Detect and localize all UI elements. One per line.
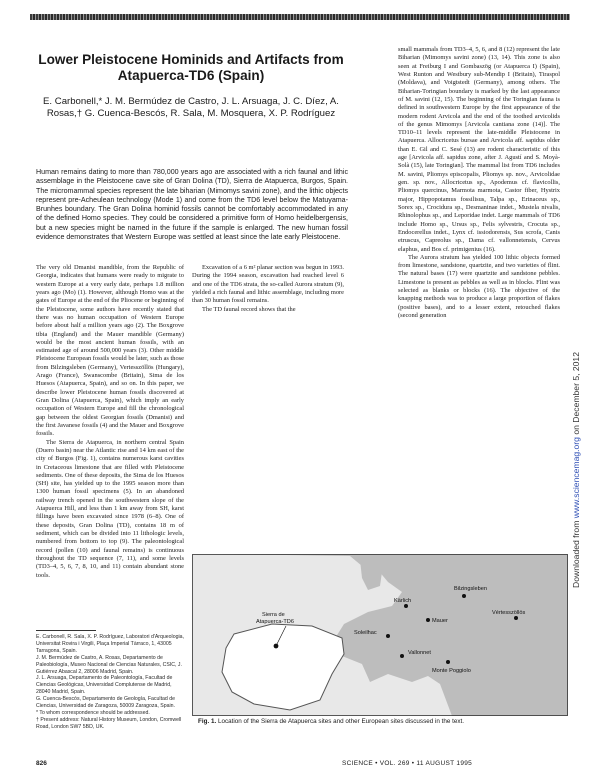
figure-caption-label: Fig. 1.	[198, 718, 217, 725]
footnote-item: † Present address: Natural History Museum, London, Cromwell Road, London SW7 5BD, UK.	[36, 716, 182, 730]
journal-header-band	[30, 14, 570, 20]
footnote-item: J. M. Bermúdez de Castro, A. Rosas, Departamento de Paleobiología, Museo Nacional de Ciencias Naturales, CSIC, J. Gutiérrez Abascal 2, 28006 Madrid, Spain.	[36, 654, 182, 675]
journal-citation: SCIENCE • VOL. 269 • 11 AUGUST 1995	[342, 760, 473, 767]
download-suffix: on December 5, 2012	[571, 352, 581, 438]
figure-caption-text: Location of the Sierra de Atapuerca sites and other European sites discussed in the text.	[216, 718, 465, 725]
footnote-item: J. L. Arsuaga, Departamento de Paleontología, Facultad de Ciencias Geológicas, Universidad Complutense de Madrid, 28040 Madrid, Spain.	[36, 675, 173, 696]
site-marker	[400, 654, 404, 658]
label-vallonnet: Vallonnet	[408, 650, 431, 656]
footnote-item: E. Carbonell, R. Sala, X. P. Rodríguez, Laboratori d'Arqueologia, Universitat Rovira i Virgili, Plaça Imperial Tàrraco, 1, 43005 Tarragona, Spain.	[36, 634, 184, 654]
body-paragraph	[36, 439, 184, 580]
site-marker	[404, 604, 408, 608]
sciencemag-link[interactable]: www.sciencemag.org	[571, 437, 581, 519]
body-paragraph	[192, 306, 344, 314]
body-paragraph-text: Excavation of a 6 m² planar section was begun in 1993. During the 1994 season, excavation had reached level 6 and one of the TD6 strata, the so-called Aurora stratum (9), yielded a rich faunal and lithic assemblage, including more than 30 human fossil remains.	[192, 264, 344, 305]
footnote-item: G. Cuenca-Bescós, Departamento de Geología, Facultad de Ciencias, Universidad de Zaragoza, 50009 Zaragoza, Spain.	[36, 696, 175, 710]
figure-caption	[198, 718, 568, 726]
europe-site-map	[192, 554, 568, 716]
label-vertesszollos: Vértesszöllös	[492, 610, 526, 616]
label-mauer: Mauer	[432, 618, 448, 624]
body-paragraph	[192, 264, 344, 306]
body-column-3	[398, 46, 560, 320]
footnote-item: * To whom correspondence should be addressed.	[36, 709, 150, 716]
article-title: Lower Pleistocene Hominids and Artifacts from Atapuerca-TD6 (Spain)	[38, 52, 344, 83]
body-paragraph-text: The Aurora stratum has yielded 100 lithic objects formed from limestone, sandstone, quartzite, and two varieties of flint. The natural bases (17) were quartzite and sandstone pebbles. Limestone is present as pebbles as well as in blocks. Flint was selected as blanks or blocks (16). The objective of the knapping methods was to produce a large proportion of flakes (positive bases), and to a lesser extent, retouched flakes (second generation	[398, 253, 560, 319]
footnote-rule	[36, 630, 96, 631]
site-marker	[386, 634, 390, 638]
site-marker	[514, 616, 518, 620]
download-watermark	[571, 352, 600, 588]
label-sierra-line-1: Sierra de	[262, 612, 285, 618]
label-karlich: Kärlich	[394, 598, 412, 604]
author-list: E. Carbonell,* J. M. Bermúdez de Castro, J. L. Arsuaga, J. C. Díez, A. Rosas,† G. Cuenca-Bescós, R. Sala, M. Mosquera, X. P. Rodríguez	[43, 96, 339, 120]
site-marker	[426, 618, 430, 622]
body-paragraph-text: The very old Dmanisi mandible, from the Republic of Georgia, indicates that humans were ready to migrate to western Europe at a very early date, perhaps 1.8 million years ago (Mo) (1). However, although Homo was at the gates of Europe at the end of the Pliocene or beginning of the Pleistocene, some authors have recently stated that there was no human occupation of Western Europe before about half a million years ago (2). The Boxgrove tibia (England) and the Mauer mandible (Germany) would be the most ancient human fossils, with an estimated age of around 500,000 years (3). Other middle Pleistocene European fossils would be later, such as those from Bilzingsleben (Germany), Vertesszöllös (Hungary), Arago (France), Swanscombe (Britain), Sima de los Huesos (Atapuerca, Spain), and so on. In this paper, we describe lower Pleistocene human fossils discovered at Gran Dolina (Atapuerca, Spain), which imply an early occupation of Western Europe and fill the chronological gap between the oldest Georgian fossils (Dmanisi) and the first Javanese fossils (4) and the Mauer and Boxgrove fossils.	[36, 264, 184, 438]
site-marker	[446, 660, 450, 664]
label-monte-poggiolo: Monte Poggiolo	[432, 668, 471, 674]
body-paragraph	[398, 46, 560, 254]
body-column-1	[36, 264, 184, 580]
body-paragraph	[36, 264, 184, 439]
body-paragraph-text: small mammals from TD3–4, 5, 6, and 8 (12) represent the late Biharian (Mimomys savini zone) (13, 14). This zone is also seen at Freiburg I and Gombaszög (or Atapuerca I) (Spain), West Runton and Westbury sub-Mendip I (Britain), Tiraspol (Moldava), and Voigtstedt (Germany), among others. The Biharian-Toringian boundary is marked by the last appearance of M. savini (12, 15). The beginning of the Toringian fauna is defined in southwestern Europe by the first appearance of the modern rodent Arvicola and the end of the toothed arvicolids of the genus Mimomys [Arvicola cantiana zone (14)]. The TD10–11 levels represent the late-middle Pleistocene in Atapuerca. Allocricetus bursae and Arvicola aff. sapidus older than E. Gil and C. Sesé (13) are rodent characteristic of this age [Arvicola aff. sapidus zone, after J. Agustí and S. Moyà-Solà (15), late Toringian]. The mammal list from TD6 includes M. savini, Pliomys episcopalis, Pliomys sp. nov., Arvicolidae gen. sp. nov., Allocricetus sp., Apodemus cf. flavicollis, Pliomys quercinus, Marmota marmota, Castor fiber, Hystrix major, Hippopotamus fossilisus, Talpa sp., Erinaceus sp., Sorex sp., Crocidura sp., Desmaninae indet., Mustela nivalis, Rhinolophus sp., and Leporidae indet. Large mammals of TD6 include Homo sp., Ursus sp., Felis sylvestris, Crocuta sp., Endocerellus indet., Lynx cf. issiodorensis, Sus scrofa, Canis etruscus, Capreolus sp., Dama cf. vallonnetensis, Cervus elaphus, and Bos cf. primigenius (16).	[398, 46, 560, 253]
body-column-2	[192, 264, 344, 314]
abstract: Human remains dating to more than 780,000 years ago are associated with a rich faunal and lithic assemblage in the Pleistocene cave site of Gran Dolina (TD), Sierra de Atapuerca, Burgos, Spain. The micromammal species represent the late biharian (Mimomys savini zone), and the lithic objects represent pre-Acheulean technology (Mode 1) and come from the TD6 level below the Matuyama-Brunhes boundary. The Gran Dolina hominid fossils cannot be comfortably accommodated in any of the defined Homo species. They could be considered a primitive form of Homo heidelbergensis, but a new species might be named in the future if the sample is enlarged. The new human fossil evidence demonstrates that Western Europe was settled at least since the late early Pleistocene.	[36, 168, 348, 242]
body-paragraph-text: The TD faunal record shows that the	[202, 305, 296, 313]
label-sierra-line-2: Atapuerca-TD6	[256, 619, 294, 625]
body-paragraph	[398, 254, 560, 321]
body-paragraph-text: The Sierra de Atapuerca, in northern central Spain (Duero basin) near the Atlantic rise and 14 km east of the city of Burgos (Fig. 1), contains numerous karst cavities in Cretaceous limestone that are filled with Pleistocene sediments. One of these deposits, the Sima de los Huesos (SH) site, has yielded up to the 1995 season more than 1300 human fossil specimens (5). In an abandoned railway trench opened in the southwestern slope of the Atapuerca Hill, and less than 1 km away from SH, karst fillings have been excavated since 1978 (6–8). One of these deposits, Gran Dolina (TD), contains 18 m of sediment, which can be divided into 11 lithologic levels, numbered from bottom to top (9). The paleontological record (pollen (10) and faunal remains) is continuous throughout the TD sequence (7, 11), and some levels (TD3–4, 5, 6, 7, 8, 10, and 11) contain abundant stone tools.	[36, 438, 184, 579]
label-bilzingsleben: Bilzingsleben	[454, 586, 487, 592]
site-marker	[462, 594, 466, 598]
page-footer	[36, 760, 568, 770]
download-prefix: Downloaded from	[571, 518, 581, 588]
affiliation-footnotes	[36, 630, 184, 731]
page-number: 826	[36, 760, 47, 767]
label-soleilhac: Soleilhac	[354, 630, 377, 636]
